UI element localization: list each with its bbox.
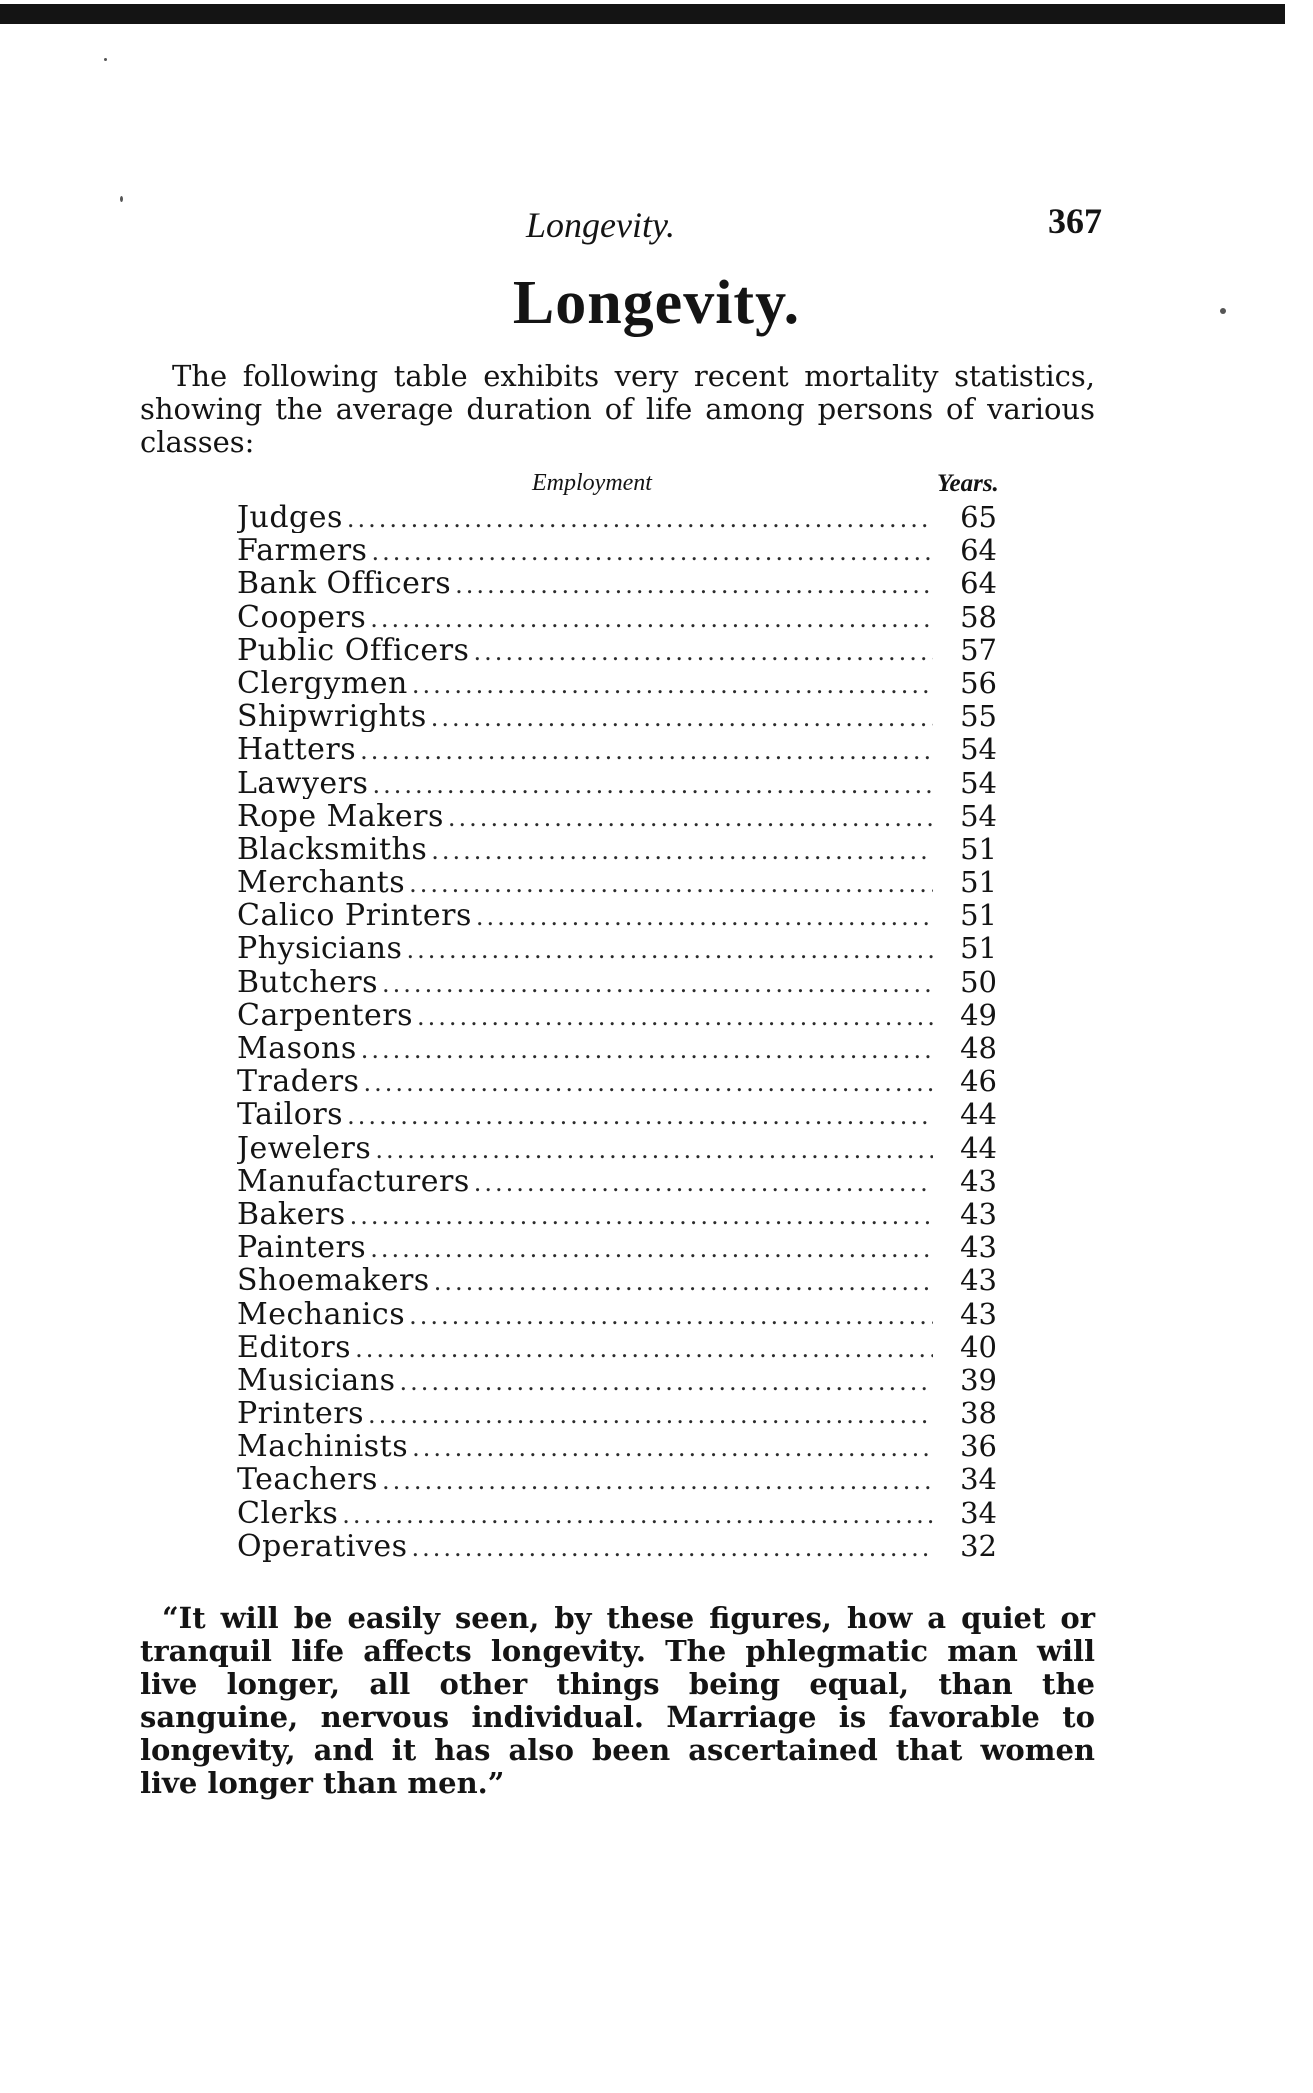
leader-dots: [412, 1434, 933, 1462]
leader-dots: [400, 1368, 933, 1396]
leader-dots: [363, 1069, 933, 1097]
running-head: [0, 200, 1313, 250]
employment-name: Masons: [237, 1031, 357, 1065]
years-value: 32: [960, 1528, 997, 1562]
table-row: [237, 1496, 997, 1529]
leader-dots: [409, 870, 933, 898]
table-row: [237, 732, 997, 765]
employment-name: Printers: [237, 1396, 364, 1430]
employment-name: Carpenters: [237, 997, 414, 1031]
leader-dots: [361, 1036, 933, 1064]
years-value: 46: [960, 1064, 997, 1098]
years-value: 43: [960, 1196, 997, 1231]
leader-dots: [448, 804, 933, 832]
employment-name: Hatters: [237, 732, 357, 766]
table-row: [237, 1131, 997, 1164]
employment-column-header: Employment: [532, 470, 652, 496]
intro-paragraph: The following table exhibits very recent mortality statistics, showing the average duration of life among persons of various classes:: [140, 359, 1095, 459]
years-value: 64: [960, 533, 997, 567]
years-value: 43: [960, 1263, 997, 1297]
years-value: 40: [960, 1329, 997, 1363]
leader-dots: [370, 605, 933, 633]
table-row: [237, 600, 997, 633]
years-value: 51: [960, 831, 997, 866]
employment-name: Farmers: [237, 533, 368, 567]
leader-dots: [382, 1467, 933, 1495]
employment-name: Judges: [237, 500, 343, 534]
years-value: 51: [960, 865, 997, 899]
years-value: 56: [960, 665, 997, 700]
years-value: 48: [960, 1031, 997, 1065]
leader-dots: [342, 1501, 933, 1529]
years-value: 34: [960, 1462, 997, 1496]
table-row: [237, 1164, 997, 1197]
scan-speck: [1220, 308, 1226, 314]
years-value: 43: [960, 1296, 997, 1330]
years-value: 55: [960, 699, 997, 733]
table-row: [237, 931, 997, 964]
leader-dots: [355, 1335, 933, 1363]
leader-dots: [431, 837, 933, 865]
years-value: 58: [960, 599, 997, 633]
employment-name: Traders: [237, 1064, 360, 1098]
longevity-table: [237, 500, 997, 1562]
employment-name: Clerks: [237, 1495, 339, 1529]
table-row: [237, 1529, 997, 1562]
years-value: 51: [960, 931, 997, 965]
table-row: [237, 1064, 997, 1097]
table-row: [237, 699, 997, 732]
leader-dots: [431, 704, 933, 732]
table-row: [237, 533, 997, 566]
leader-dots: [371, 538, 933, 566]
employment-name: Coopers: [237, 599, 367, 633]
years-value: 54: [960, 798, 997, 832]
table-row: [237, 1429, 997, 1462]
employment-name: Merchants: [237, 865, 406, 899]
employment-name: Teachers: [237, 1462, 378, 1496]
table-row: [237, 965, 997, 998]
employment-name: Machinists: [237, 1429, 409, 1463]
table-row: [237, 898, 997, 931]
leader-dots: [347, 505, 933, 533]
table-row: [237, 1097, 997, 1130]
table-row: [237, 1263, 997, 1296]
top-rule: [0, 4, 1285, 24]
years-value: 39: [960, 1362, 997, 1397]
years-value: 36: [960, 1429, 997, 1463]
years-value: 44: [960, 1130, 997, 1164]
years-value: 54: [960, 765, 997, 799]
years-value: 65: [960, 500, 997, 534]
running-title: Longevity.: [526, 205, 675, 245]
leader-dots: [375, 1136, 933, 1164]
employment-name: Tailors: [237, 1097, 344, 1131]
years-value: 64: [960, 566, 997, 600]
closing-quote: “It will be easily seen, by these figures, how a quiet or tranquil life affects longevity. The phlegmatic man will live longer, all other things being equal, than the sanguine, nervous individual. Marriage is favorable to longevity, and it has also been ascertained that women live longer than men.”: [140, 1601, 1095, 1800]
employment-name: Bakers: [237, 1196, 346, 1231]
table-row: [237, 865, 997, 898]
leader-dots: [350, 1202, 933, 1230]
leader-dots: [434, 1268, 933, 1296]
leader-dots: [347, 1102, 933, 1130]
table-row: [237, 1197, 997, 1230]
years-value: 38: [960, 1396, 997, 1430]
leader-dots: [473, 638, 933, 666]
employment-name: Public Officers: [237, 632, 470, 666]
table-row: [237, 998, 997, 1031]
table-row: [237, 633, 997, 666]
years-value: 44: [960, 1097, 997, 1131]
years-value: 54: [960, 732, 997, 766]
employment-name: Editors: [237, 1329, 352, 1363]
table-row: [237, 1363, 997, 1396]
table-row: [237, 799, 997, 832]
years-value: 51: [960, 898, 997, 932]
years-value: 57: [960, 632, 997, 666]
leader-dots: [412, 671, 933, 699]
employment-name: Jewelers: [237, 1130, 372, 1164]
employment-name: Bank Officers: [237, 566, 452, 600]
years-value: 43: [960, 1230, 997, 1264]
table-row: [237, 1230, 997, 1263]
scan-speck: [104, 58, 107, 61]
years-value: 49: [960, 997, 997, 1031]
leader-dots: [360, 737, 933, 765]
leader-dots: [417, 1003, 933, 1031]
employment-name: Lawyers: [237, 765, 369, 799]
table-row: [237, 1396, 997, 1429]
table-header: [0, 470, 1313, 500]
employment-name: Painters: [237, 1230, 367, 1264]
years-value: 43: [960, 1163, 997, 1197]
years-column-header: Years.: [937, 470, 999, 497]
leader-dots: [474, 1169, 933, 1197]
leader-dots: [368, 1401, 933, 1429]
leader-dots: [412, 1534, 933, 1562]
table-row: [237, 766, 997, 799]
table-row: [237, 1297, 997, 1330]
table-row: [237, 500, 997, 533]
page-title: Longevity.: [512, 269, 801, 337]
leader-dots: [372, 771, 933, 799]
leader-dots: [370, 1235, 933, 1263]
years-value: 34: [960, 1495, 997, 1529]
employment-name: Operatives: [237, 1528, 408, 1562]
table-row: [237, 1330, 997, 1363]
employment-name: Shipwrights: [237, 699, 427, 733]
years-value: 50: [960, 964, 997, 998]
table-row: [237, 1031, 997, 1064]
employment-name: Butchers: [237, 964, 379, 998]
employment-name: Musicians: [237, 1362, 396, 1397]
employment-name: Rope Makers: [237, 798, 444, 832]
table-row: [237, 832, 997, 865]
leader-dots: [455, 571, 933, 599]
employment-name: Clergymen: [237, 665, 408, 700]
employment-name: Manufacturers: [237, 1163, 470, 1197]
employment-name: Blacksmiths: [237, 831, 428, 866]
table-row: [237, 1462, 997, 1495]
table-row: [237, 566, 997, 599]
employment-name: Calico Printers: [237, 898, 472, 932]
scan-speck: [120, 196, 123, 202]
table-row: [237, 666, 997, 699]
page-number: 367: [1048, 201, 1102, 241]
employment-name: Shoemakers: [237, 1263, 430, 1297]
leader-dots: [476, 903, 933, 931]
employment-name: Physicians: [237, 931, 403, 965]
leader-dots: [382, 970, 933, 998]
employment-name: Mechanics: [237, 1296, 406, 1330]
leader-dots: [409, 1302, 933, 1330]
leader-dots: [406, 936, 933, 964]
